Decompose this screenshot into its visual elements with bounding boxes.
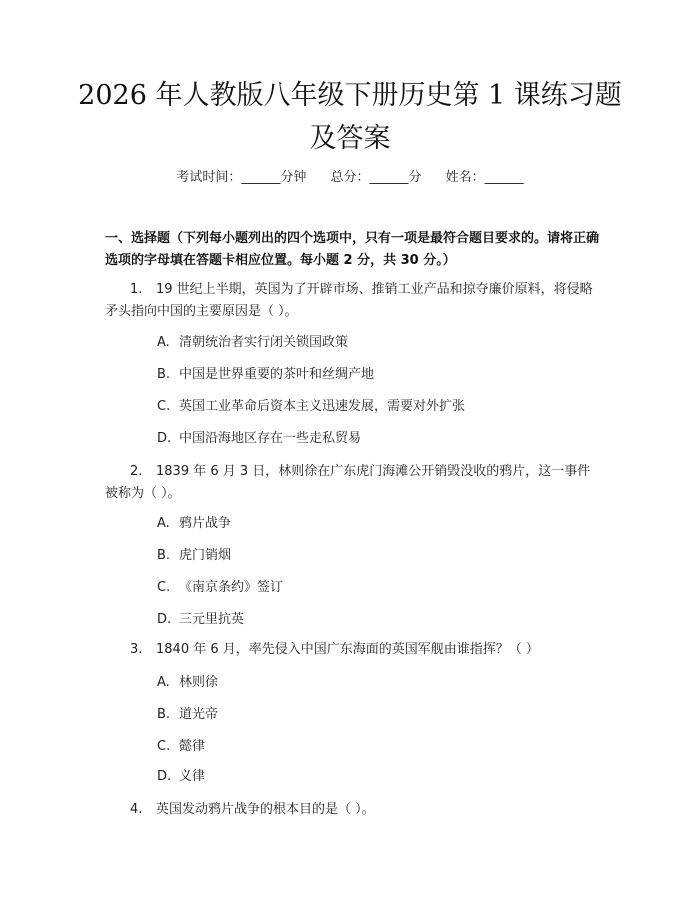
question-text: 英国发动鸦片战争的根本目的是（ ）。 bbox=[156, 802, 375, 817]
option-text: 鸦片战争 bbox=[179, 516, 232, 531]
option-letter: C. bbox=[157, 739, 171, 754]
page-title bbox=[60, 74, 640, 160]
option-letter: B. bbox=[157, 548, 171, 563]
question-text: 1840 年 6 月，率先侵入中国广东海面的英国军舰由谁指挥？（ ） bbox=[156, 642, 539, 657]
question-1-option-b bbox=[157, 365, 597, 385]
option-letter: B. bbox=[157, 707, 171, 722]
question-number: 4. bbox=[130, 802, 143, 817]
section-heading: 一、选择题（下列每小题列出的四个选项中，只有一项是最符合题目要求的。请将正确选项的字母填在答题卡相应位置。每小题 2 分，共 30 分。） bbox=[105, 231, 600, 268]
question-2-option-b bbox=[157, 546, 597, 566]
question-text: 1839 年 6 月 3 日，林则徐在广东虎门海滩公开销毁没收的鸦片，这一事件被称为（ ）。 bbox=[105, 464, 591, 501]
title-line-1: 2026 年人教版八年级下册历史第 1 课练习题 bbox=[78, 80, 622, 111]
option-letter: A. bbox=[157, 516, 170, 531]
option-letter: C. bbox=[157, 580, 171, 595]
option-text: 虎门销烟 bbox=[179, 548, 232, 563]
option-text: 懿律 bbox=[179, 739, 206, 754]
question-1 bbox=[105, 279, 600, 323]
question-3-option-d bbox=[157, 767, 597, 787]
question-2-option-a bbox=[157, 514, 597, 534]
option-letter: A. bbox=[157, 335, 170, 350]
option-text: 英国工业革命后资本主义迅速发展，需要对外扩张 bbox=[179, 399, 466, 414]
option-text: 中国是世界重要的茶叶和丝绸产地 bbox=[179, 367, 375, 382]
option-text: 三元里抗英 bbox=[179, 612, 245, 627]
option-text: 清朝统治者实行闭关锁国政策 bbox=[179, 335, 349, 350]
question-3-option-c bbox=[157, 737, 597, 757]
option-text: 《南京条约》签订 bbox=[179, 580, 284, 595]
option-letter: C. bbox=[157, 399, 171, 414]
option-text: 林则徐 bbox=[179, 675, 219, 690]
option-text: 道光帝 bbox=[179, 707, 219, 722]
option-text: 义律 bbox=[179, 769, 206, 784]
question-1-option-d bbox=[157, 429, 597, 449]
option-letter: B. bbox=[157, 367, 171, 382]
option-letter: D. bbox=[157, 431, 172, 446]
exam-time-field: 考试时间：______分钟 bbox=[176, 170, 307, 185]
question-3-option-a bbox=[157, 673, 597, 693]
question-number: 1. bbox=[130, 282, 143, 297]
question-4 bbox=[105, 799, 600, 821]
question-1-option-a bbox=[157, 333, 597, 353]
exam-meta bbox=[0, 168, 700, 188]
title-line-2: 及答案 bbox=[309, 123, 391, 154]
question-2-option-c bbox=[157, 578, 597, 598]
option-letter: A. bbox=[157, 675, 170, 690]
option-letter: D. bbox=[157, 769, 172, 784]
total-score-field: 总分：______分 bbox=[330, 170, 422, 185]
question-number: 3. bbox=[130, 642, 143, 657]
question-2-option-d bbox=[157, 610, 597, 630]
question-3 bbox=[105, 639, 600, 661]
question-2 bbox=[105, 461, 600, 505]
option-letter: D. bbox=[157, 612, 172, 627]
question-text: 19 世纪上半期，英国为了开辟市场、推销工业产品和掠夺廉价原料，将侵略矛头指向中国的主要原因是（ ）。 bbox=[105, 282, 593, 319]
question-number: 2. bbox=[130, 464, 143, 479]
student-name-field: 姓名：______ bbox=[445, 170, 524, 185]
question-1-option-c bbox=[157, 397, 597, 417]
question-3-option-b bbox=[157, 705, 597, 725]
option-text: 中国沿海地区存在一些走私贸易 bbox=[179, 431, 362, 446]
